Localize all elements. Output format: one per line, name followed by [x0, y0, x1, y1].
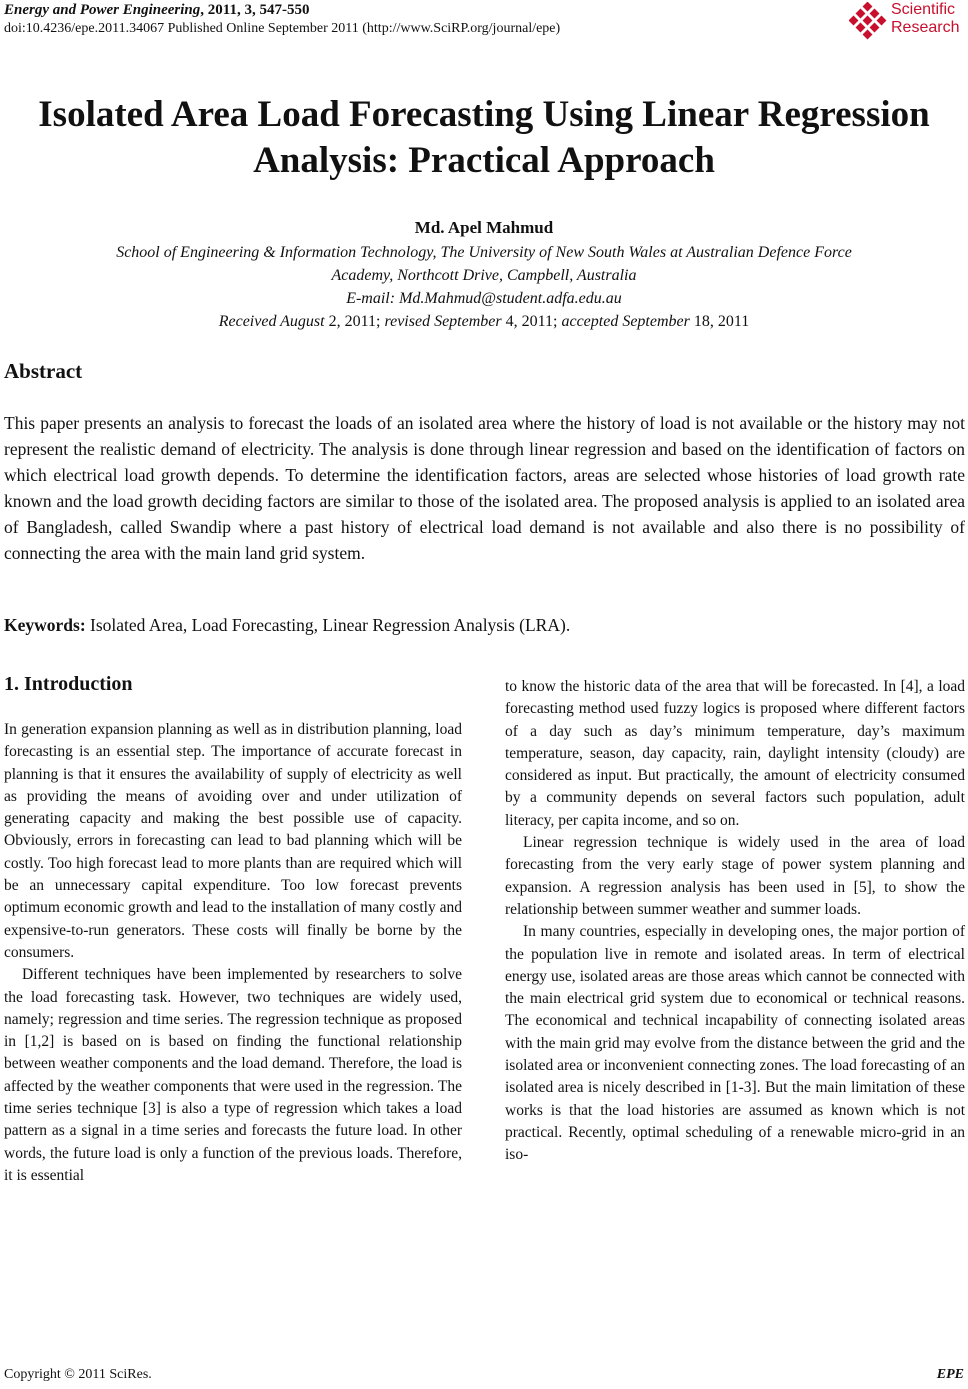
accepted-date: 18, 2011	[689, 313, 750, 330]
keywords-text: Isolated Area, Load Forecasting, Linear Regression Analysis (LRA).	[85, 615, 571, 635]
title-line2: Analysis: Practical Approach	[253, 140, 715, 181]
logo-text	[891, 1, 959, 37]
logo-mark-icon	[849, 2, 887, 40]
affiliation-line2: Academy, Northcott Drive, Campbell, Australia	[331, 267, 637, 284]
doi-line: doi:10.4236/epe.2011.34067 Published Online September 2011 (http://www.SciRP.org/journal/epe)	[4, 21, 561, 36]
intro-paragraph-5: In many countries, especially in developing ones, the major portion of the population live in remote and isolated areas. In term of electrical energy use, isolated areas are those areas which cannot be connected with the main electrical grid system due to economical or technical reasons. The economical and technical incapability of connecting isolated areas with the main grid may evolve from the distance between the grid and the isolated area or inconvenient connecting zones. The load forecasting of an isolated area is nicely described in [1-3]. But the main limitation of these works is that the load histories are assumed as known which is not practical. Recently, optimal scheduling of a renewable micro-grid in an iso-	[505, 923, 965, 1164]
logo-line1: Scientific	[891, 1, 956, 18]
keywords	[4, 615, 570, 636]
right-column	[505, 676, 965, 1167]
accepted-label: accepted September	[561, 313, 690, 330]
author-name: Md. Apel Mahmud	[414, 218, 554, 237]
journal-issue: , 2011, 3, 547-550	[200, 2, 310, 18]
revised-date: 4, 2011;	[501, 313, 562, 330]
intro-paragraph-1: In generation expansion planning as well as in distribution planning, load forecasting is an essential step. The importance of accurate forecast in planning is that it ensures the availability of supply of electricity as well as providing the means of avoiding over and under utilization of generating capacity and making the best possible use of capacity. Obviously, errors in forecasting can lead to bad planning which will be costly. Too high forecast lead to more plants than are required which will be an unnecessary capital expenditure. Too low forecast prevents optimum economic growth and lead to the installation of many costly and expensive-to-run generators. These costs will finally be borne by the consumers.	[4, 721, 462, 961]
abstract-body: This paper presents an analysis to forecast the loads of an isolated area where the history of load is not available or the history may not represent the realistic demand of electricity. The analysis is done through linear regression and based on the identification of factors on which electrical load growth depends. To determine the identification factors, areas are selected whose histories of load growth rate known and the load growth deciding factors are similar to those of the isolated area. The proposed analysis is applied to an isolated area of Bangladesh, called Swandip where a past history of electrical load demand is not available and also there is no possibility of connecting the area with the main land grid system.	[4, 413, 965, 563]
intro-paragraph-3: to know the historic data of the area that will be forecasted. In [4], a load forecasting method used fuzzy logics is proposed where different factors of a day such as day’s minimum temperature, day’s maximum temperature, season, day capacity, rain, daylight intensity (cloudy) are considered as input. But practically, the amount of electricity consumed by a community depends on several factors such population, adult literacy, per capita income, and so on.	[505, 678, 965, 829]
revised-label: revised September	[384, 313, 502, 330]
email-address[interactable]: : Md.Mahmud@student.adfa.edu.au	[389, 290, 622, 307]
journal-abbrev: EPE	[936, 1367, 964, 1382]
left-column	[4, 719, 462, 1187]
journal-name: Energy and Power Engineering	[4, 2, 201, 18]
received-label: Received August	[218, 313, 325, 330]
intro-paragraph-4: Linear regression technique is widely used in the area of load forecasting from the very early stage of power system planning and expansion. A regression analysis has been used in [5], to show the relationship between summer weather and summer loads.	[505, 834, 965, 918]
title-line1: Isolated Area Load Forecasting Using Linear Regression	[38, 94, 930, 135]
publisher-logo	[849, 0, 967, 44]
email-line	[0, 287, 968, 310]
email-label: E-mail	[346, 290, 390, 307]
affiliation-line1: School of Engineering & Information Technology, The University of New South Wales at Australian Defence Force	[116, 244, 852, 261]
affiliation	[0, 241, 968, 333]
section-heading-introduction: 1. Introduction	[4, 673, 133, 695]
dates-line	[0, 310, 968, 333]
journal-citation	[4, 2, 309, 19]
keywords-label: Keywords:	[4, 615, 86, 635]
paper-title	[0, 92, 968, 184]
copyright: Copyright © 2011 SciRes.	[4, 1367, 152, 1382]
abstract-heading: Abstract	[4, 359, 83, 383]
logo-line2: Research	[891, 19, 960, 36]
received-date: 2, 2011;	[324, 313, 385, 330]
intro-paragraph-2: Different techniques have been implemented by researchers to solve the load forecasting task. However, two techniques are widely used, namely; regression and time series. The regression technique as proposed in [1,2] is based on is based on finding the functional relationship between weather components and the load demand. Therefore, the load is affected by the weather components that were used in the regression. The time series technique [3] is also a type of regression which takes a load pattern as a signal in a time series and forecasts the future load. In other words, the future load is only a function of the previous loads. Therefore, it is essential	[4, 966, 462, 1184]
